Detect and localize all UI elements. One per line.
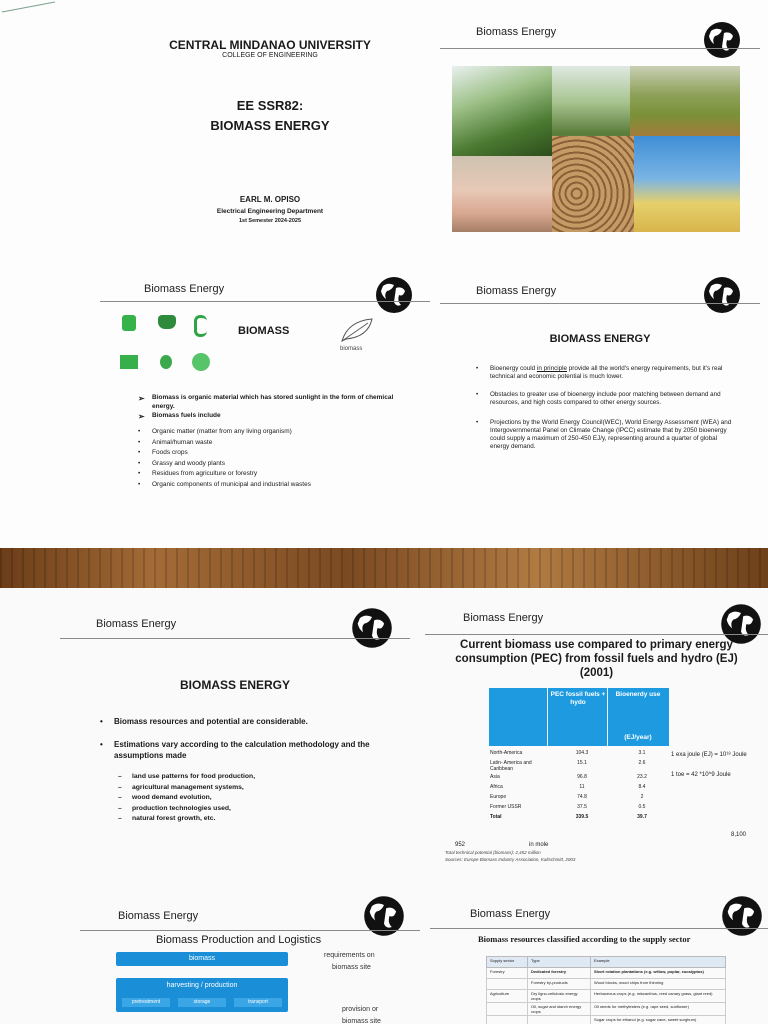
supply-table [486, 956, 726, 1024]
slide-header: Biomass Energy [96, 618, 177, 630]
list-item: • Estimations vary according to the calculation methodology and the assumptions made [100, 739, 400, 761]
slide-title: BIOMASS ENERGY [180, 678, 291, 692]
list-item: ➢ Biomass fuels include [138, 411, 408, 420]
list-item: • Grassy and woody plants [138, 459, 408, 470]
table-header [489, 688, 669, 746]
table-row: Forestry by-products Wood blocks, wood chips from thinning [487, 979, 726, 990]
list-item: – agricultural management systems, [114, 783, 394, 794]
handwritten-number: 952 [455, 842, 466, 848]
list-item: • Animal/human waste [138, 438, 408, 449]
harvest-label: harvesting / production [166, 982, 238, 989]
course-code: EE SSR82: [236, 98, 304, 113]
slide-header: Biomass Energy [476, 285, 557, 297]
list-item: – production technologies used, [114, 804, 394, 815]
globe-icon [702, 275, 742, 315]
author-name: EARL M. OPISO [239, 195, 301, 204]
table-row: Europe 74.8 2 [490, 794, 644, 800]
globe-icon [350, 606, 394, 650]
table-row: Latin- America and Caribbean 15.1 2.6 [490, 760, 646, 772]
photo-pigs [452, 156, 552, 232]
pen-mark [0, 0, 60, 14]
slide-header: Biomass Energy [144, 283, 225, 295]
table-header-row: Supply sector Type Example [487, 957, 726, 968]
handwritten-note: in mole [529, 842, 549, 848]
biomass-box: biomass [116, 952, 288, 966]
worm-icon [194, 315, 207, 337]
photo-plant [634, 136, 740, 232]
pretreatment-step: pretreatment [122, 998, 170, 1007]
table-row: Africa 11 8.4 [490, 784, 646, 790]
table-row: Asia 96.8 23.2 [490, 774, 647, 780]
photo-grassland [630, 66, 740, 136]
harvest-box [116, 978, 288, 1012]
slide-title: Biomass Production and Logistics [156, 934, 322, 946]
requirement-note: biomass site [332, 964, 371, 971]
biomass-definition-slide [100, 275, 430, 505]
leaf-caption: biomass [340, 346, 363, 352]
tractor-icon [158, 315, 176, 329]
leaf-icon [338, 315, 378, 345]
supply-sector-slide [430, 888, 768, 1024]
globe-icon [720, 894, 764, 938]
table-row: Agriculture Dry ligno-cellulosic energy crops Herbaceous crops (e.g. miscanthus, reed canary grass, giant reed) [487, 990, 726, 1003]
department: Electrical Engineering Department [216, 208, 324, 215]
unit-note: 1 toe = 42 *10^9 Joule [671, 772, 731, 778]
list-item: – land use patterns for food production, [114, 772, 394, 783]
slide-header: Biomass Energy [463, 612, 544, 624]
side-number: 8,100 [731, 832, 747, 838]
table-row: Oil, sugar and starch energy crops Oil seeds for methylesters (e.g. rape seed, sunflower) [487, 1003, 726, 1016]
slide-title: Biomass resources classified according to the supply sector [478, 934, 691, 944]
biomass-use-slide [425, 600, 768, 870]
title-slide [120, 30, 420, 240]
slide-title: BIOMASS ENERGY [549, 333, 651, 345]
list-item: • Foods crops [138, 448, 408, 459]
university-name: CENTRAL MINDANAO UNIVERSITY [169, 38, 371, 52]
list-item: – natural forest growth, etc. [114, 814, 394, 825]
definition-list [138, 393, 408, 420]
list-item: – wood demand evolution, [114, 793, 394, 804]
bottom-sheet [0, 588, 768, 1024]
column-header: PEC fossil fuels + hydo [550, 691, 606, 706]
resources-slide [60, 606, 410, 856]
transport-step: transport [234, 998, 282, 1007]
slide-title: Current biomass use compared to primary energy consumption (PEC) from fossil fuels and hydro (EJ) (2001) [455, 639, 738, 679]
slide-title: BIOMASS [238, 325, 290, 337]
slide-header: Biomass Energy [118, 910, 199, 922]
list-item: • Biomass resources and potential are considerable. [100, 716, 400, 727]
globe-icon [702, 20, 742, 60]
list-item: • Organic components of municipal and industrial wastes [138, 480, 408, 491]
unit-note: 1 exa joule (EJ) = 10¹⁸ Joule [671, 752, 747, 758]
source-note: Sources: Europe Biomass Industry Association, Kaltschmitt, 2003 [445, 857, 576, 862]
crop-icon [122, 315, 136, 331]
list-item: • Organic matter (matter from any living organism) [138, 427, 408, 438]
slide-header: Biomass Energy [470, 908, 551, 920]
storage-step: storage [178, 998, 226, 1007]
unit-label: (EJ/year) [624, 734, 652, 741]
college-name: COLLEGE OF ENGINEERING [222, 52, 318, 59]
list-item: • Obstacles to greater use of bioenergy include poor matching between demand and resources, and high costs compared to other energy sources. [476, 391, 732, 407]
table-row: Former USSR 37.5 0.5 [490, 804, 646, 810]
requirement-note: requirements on [324, 952, 375, 959]
bullet-list [476, 365, 732, 451]
table-row: Forestry Dedicated forestry Short rotation plantations (e.g. willow, poplar, eucalyptus) [487, 968, 726, 979]
fuel-list [138, 427, 408, 490]
collage-slide [440, 20, 760, 245]
biomass-icons [118, 311, 218, 381]
photo-logs [552, 136, 634, 232]
semester: 1st Semester 2024-2025 [238, 218, 302, 224]
table-row: Total 339.5 39.7 [490, 814, 647, 820]
provision-note: biomass site [342, 1018, 381, 1024]
globe-icon [374, 275, 414, 315]
table-row: Sugar crops for ethanol (e.g. sugar cane, sweet sorghum) [487, 1016, 726, 1024]
globe-icon [362, 894, 406, 938]
fruit-icon [160, 355, 172, 369]
course-title: BIOMASS ENERGY [210, 118, 330, 133]
column-header: Bioenerdy use [615, 691, 661, 698]
table-row: North-America 104.3 3.1 [490, 750, 646, 756]
photo-cornfield [452, 66, 552, 156]
list-item: • Projections by the World Energy Council(WEC), World Energy Assessment (WEA) and Intergovernmental Panel on Climate Change (IPCC) estimate that by 2050 bioenergy could supply a maximum of 250-450 EJ/y, representing around a quarter of global energy demand. [476, 419, 732, 451]
list-item: • Residues from agriculture or forestry [138, 469, 408, 480]
slide-header: Biomass Energy [476, 26, 557, 38]
footnote: Total technical potential (biomass): 2,452 million [445, 850, 541, 855]
list-item: ➢ Biomass is organic material which has stored sunlight in the form of chemical energy. [138, 393, 408, 411]
bioenergy-potential-slide [440, 275, 760, 505]
list-item: • Bioenergy could in principle provide all the world's energy requirements, but it's real technical and economic potential is much lower. [476, 365, 732, 381]
logistics-slide [80, 888, 420, 1024]
provision-note: provision or [342, 1006, 379, 1013]
factory-icon [120, 355, 138, 369]
bullet-list [100, 716, 400, 761]
assumption-list [114, 772, 394, 825]
energy-table [487, 749, 671, 823]
wooden-table [0, 548, 768, 588]
leaf-disc-icon [192, 353, 210, 371]
